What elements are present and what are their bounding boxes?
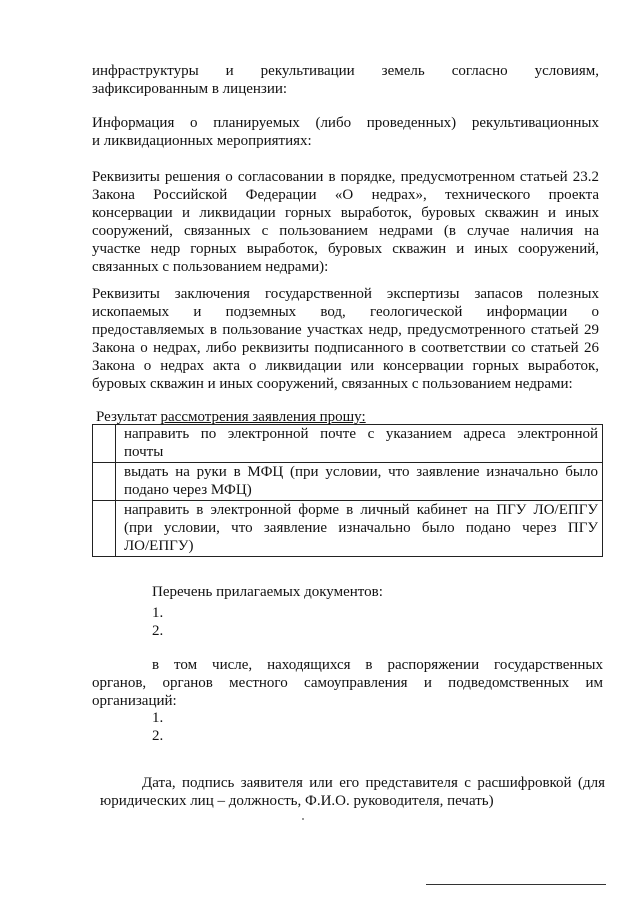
text-line: сооружений, связанных с пользованием недрами (в случае наличия на xyxy=(92,223,599,239)
text-line: организаций: xyxy=(92,693,177,709)
scan-speck xyxy=(302,818,304,820)
text-line: почты xyxy=(124,444,164,460)
signature-paragraph xyxy=(100,774,605,810)
text-line: органов, органов местного самоуправления и подведомственных им xyxy=(92,675,603,691)
option-text-email xyxy=(116,425,603,463)
result-options-table xyxy=(92,424,603,557)
including-paragraph xyxy=(92,656,603,710)
text-line: Дата, подпись заявителя или его представителя с расшифровкой (для xyxy=(142,775,605,791)
text-line: ЛО/ЕПГУ) xyxy=(124,538,194,554)
text-line: Закона Российской Федерации «О недрах», технического проекта xyxy=(92,187,599,203)
text-line: и ликвидационных мероприятиях: xyxy=(92,133,312,149)
attachment-item: 2. xyxy=(152,623,164,639)
infrastructure-paragraph xyxy=(92,62,599,98)
reclamation-info-paragraph xyxy=(92,114,599,150)
option-row-mfc xyxy=(93,463,603,501)
text-line: буровых скважин и иных сооружений, связанных с пользованием недрами: xyxy=(92,376,573,392)
text-line: ископаемых и подземных вод, геологической информации о xyxy=(92,304,599,320)
option-checkbox-mfc[interactable] xyxy=(93,463,116,501)
option-text-mfc xyxy=(116,463,603,501)
attachments-title: Перечень прилагаемых документов: xyxy=(152,584,383,600)
option-checkbox-email[interactable] xyxy=(93,425,116,463)
text-line: Реквизиты заключения государственной экспертизы запасов полезных xyxy=(92,286,599,302)
text-line: участке недр горных выработок, буровых скважин и иных сооружений, xyxy=(92,241,599,257)
text-line: консервации и ликвидации горных выработок, буровых скважин и иных xyxy=(92,205,599,221)
text-line: Реквизиты решения о согласовании в порядке, предусмотренном статьей 23.2 xyxy=(92,169,599,185)
text-line: зафиксированным в лицензии: xyxy=(92,81,288,97)
signature-line xyxy=(426,884,606,885)
text-line: Закона о недрах акта о ликвидации или консервации горных выработок, xyxy=(92,358,599,374)
option-row-portal xyxy=(93,501,603,557)
text-line: Закона о недрах, либо реквизиты подписанного в соответствии со статьей 26 xyxy=(92,340,599,356)
including-item: 1. xyxy=(152,710,164,726)
text-line: в том числе, находящихся в распоряжении государственных xyxy=(152,657,603,673)
approval-details-paragraph xyxy=(92,168,599,276)
expertise-details-paragraph xyxy=(92,285,599,393)
text-line: направить в электронной форме в личный кабинет на ПГУ ЛО/ЕПГУ xyxy=(124,502,598,518)
text-line: Информация о планируемых (либо проведенных) рекультивационных xyxy=(92,115,599,131)
result-caption-prefix: Результат xyxy=(96,409,161,425)
text-line: предоставляемых в пользование участках недр, предусмотренного статьей 29 xyxy=(92,322,599,338)
including-item: 2. xyxy=(152,728,164,744)
text-line: выдать на руки в МФЦ (при условии, что заявление изначально было xyxy=(124,464,598,480)
attachment-item: 1. xyxy=(152,605,164,621)
text-line: направить по электронной почте с указанием адреса электронной xyxy=(124,426,598,442)
text-line: (при условии, что заявление изначально было подано через ПГУ xyxy=(124,520,598,536)
text-line: юридических лиц – должность, Ф.И.О. руководителя, печать) xyxy=(100,793,494,809)
option-checkbox-portal[interactable] xyxy=(93,501,116,557)
result-caption-underlined: рассмотрения заявления прошу: xyxy=(160,409,366,425)
text-line: инфраструктуры и рекультивации земель согласно условиям, xyxy=(92,63,599,79)
option-text-portal xyxy=(116,501,603,557)
text-line: подано через МФЦ) xyxy=(124,482,252,498)
text-line: связанных с пользованием недрами): xyxy=(92,259,329,275)
option-row-email xyxy=(93,425,603,463)
